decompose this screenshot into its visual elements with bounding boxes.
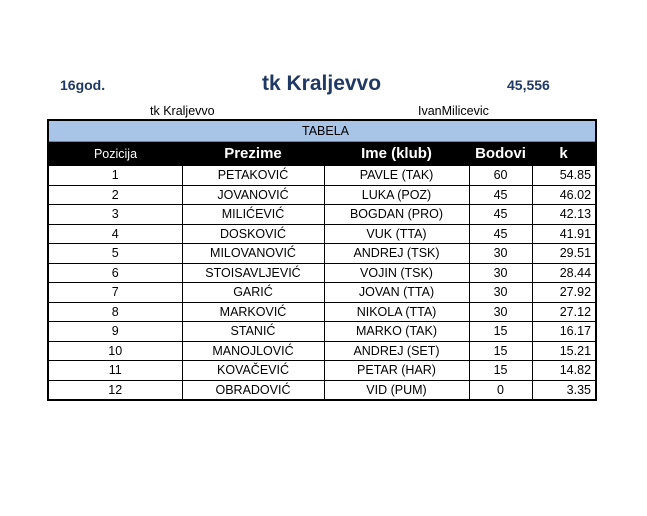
cell-ime: PAVLE (TAK) <box>324 166 469 186</box>
cell-k: 16.17 <box>532 322 595 342</box>
cell-ime: PETAR (HAR) <box>324 361 469 381</box>
table-row <box>49 361 595 381</box>
cell-pozicija: 4 <box>49 224 182 244</box>
cell-bodovi: 60 <box>469 166 532 186</box>
cell-k: 54.85 <box>532 166 595 186</box>
cell-prezime: MILIĆEVIĆ <box>182 205 324 225</box>
club-subtitle: tk Kraljevvo <box>150 104 215 118</box>
score-value: 45,556 <box>507 77 550 93</box>
cell-ime: NIKOLA (TTA) <box>324 302 469 322</box>
cell-prezime: MANOJLOVIĆ <box>182 341 324 361</box>
col-header-pozicija: Pozicija <box>49 142 182 166</box>
cell-bodovi: 30 <box>469 263 532 283</box>
cell-pozicija: 1 <box>49 166 182 186</box>
cell-prezime: GARIĆ <box>182 283 324 303</box>
cell-pozicija: 9 <box>49 322 182 342</box>
cell-bodovi: 15 <box>469 322 532 342</box>
cell-ime: LUKA (POZ) <box>324 185 469 205</box>
cell-k: 27.92 <box>532 283 595 303</box>
table-row <box>49 185 595 205</box>
cell-k: 14.82 <box>532 361 595 381</box>
col-header-k: k <box>532 142 595 166</box>
cell-ime: ANDREJ (TSK) <box>324 244 469 264</box>
table-row <box>49 380 595 399</box>
author-name: IvanMilicevic <box>418 104 489 118</box>
cell-pozicija: 5 <box>49 244 182 264</box>
cell-k: 29.51 <box>532 244 595 264</box>
standings-table <box>47 119 597 401</box>
cell-prezime: DOSKOVIĆ <box>182 224 324 244</box>
cell-k: 41.91 <box>532 224 595 244</box>
cell-k: 28.44 <box>532 263 595 283</box>
cell-prezime: KOVAČEVIĆ <box>182 361 324 381</box>
cell-ime: ANDREJ (SET) <box>324 341 469 361</box>
cell-bodovi: 45 <box>469 205 532 225</box>
cell-k: 42.13 <box>532 205 595 225</box>
table-row <box>49 263 595 283</box>
cell-pozicija: 12 <box>49 380 182 399</box>
cell-k: 15.21 <box>532 341 595 361</box>
cell-pozicija: 2 <box>49 185 182 205</box>
cell-pozicija: 11 <box>49 361 182 381</box>
col-header-prezime: Prezime <box>182 142 324 166</box>
cell-k: 3.35 <box>532 380 595 399</box>
cell-ime: BOGDAN (PRO) <box>324 205 469 225</box>
table-body <box>49 166 595 400</box>
table-row <box>49 244 595 264</box>
cell-prezime: STANIĆ <box>182 322 324 342</box>
cell-pozicija: 7 <box>49 283 182 303</box>
cell-bodovi: 15 <box>469 361 532 381</box>
cell-ime: VUK (TTA) <box>324 224 469 244</box>
table-row <box>49 322 595 342</box>
cell-bodovi: 45 <box>469 185 532 205</box>
col-header-ime: Ime (klub) <box>324 142 469 166</box>
col-header-bodovi: Bodovi <box>469 142 532 166</box>
cell-prezime: MILOVANOVIĆ <box>182 244 324 264</box>
cell-prezime: PETAKOVIĆ <box>182 166 324 186</box>
cell-prezime: OBRADOVIĆ <box>182 380 324 399</box>
cell-pozicija: 10 <box>49 341 182 361</box>
table-row <box>49 205 595 225</box>
cell-bodovi: 30 <box>469 283 532 303</box>
cell-bodovi: 30 <box>469 302 532 322</box>
cell-ime: VID (PUM) <box>324 380 469 399</box>
cell-bodovi: 45 <box>469 224 532 244</box>
cell-prezime: JOVANOVIĆ <box>182 185 324 205</box>
page-title: tk Kraljevvo <box>262 72 382 95</box>
cell-pozicija: 8 <box>49 302 182 322</box>
cell-k: 46.02 <box>532 185 595 205</box>
cell-bodovi: 0 <box>469 380 532 399</box>
cell-prezime: STOISAVLJEVIĆ <box>182 263 324 283</box>
table-row <box>49 302 595 322</box>
cell-ime: VOJIN (TSK) <box>324 263 469 283</box>
cell-bodovi: 30 <box>469 244 532 264</box>
table-row <box>49 341 595 361</box>
table-row <box>49 166 595 186</box>
age-group-label: 16god. <box>60 77 106 93</box>
cell-ime: MARKO (TAK) <box>324 322 469 342</box>
cell-prezime: MARKOVIĆ <box>182 302 324 322</box>
cell-bodovi: 15 <box>469 341 532 361</box>
table-row <box>49 224 595 244</box>
table-banner: TABELA <box>182 121 469 142</box>
cell-pozicija: 6 <box>49 263 182 283</box>
cell-ime: JOVAN (TTA) <box>324 283 469 303</box>
cell-pozicija: 3 <box>49 205 182 225</box>
table-row <box>49 283 595 303</box>
cell-k: 27.12 <box>532 302 595 322</box>
